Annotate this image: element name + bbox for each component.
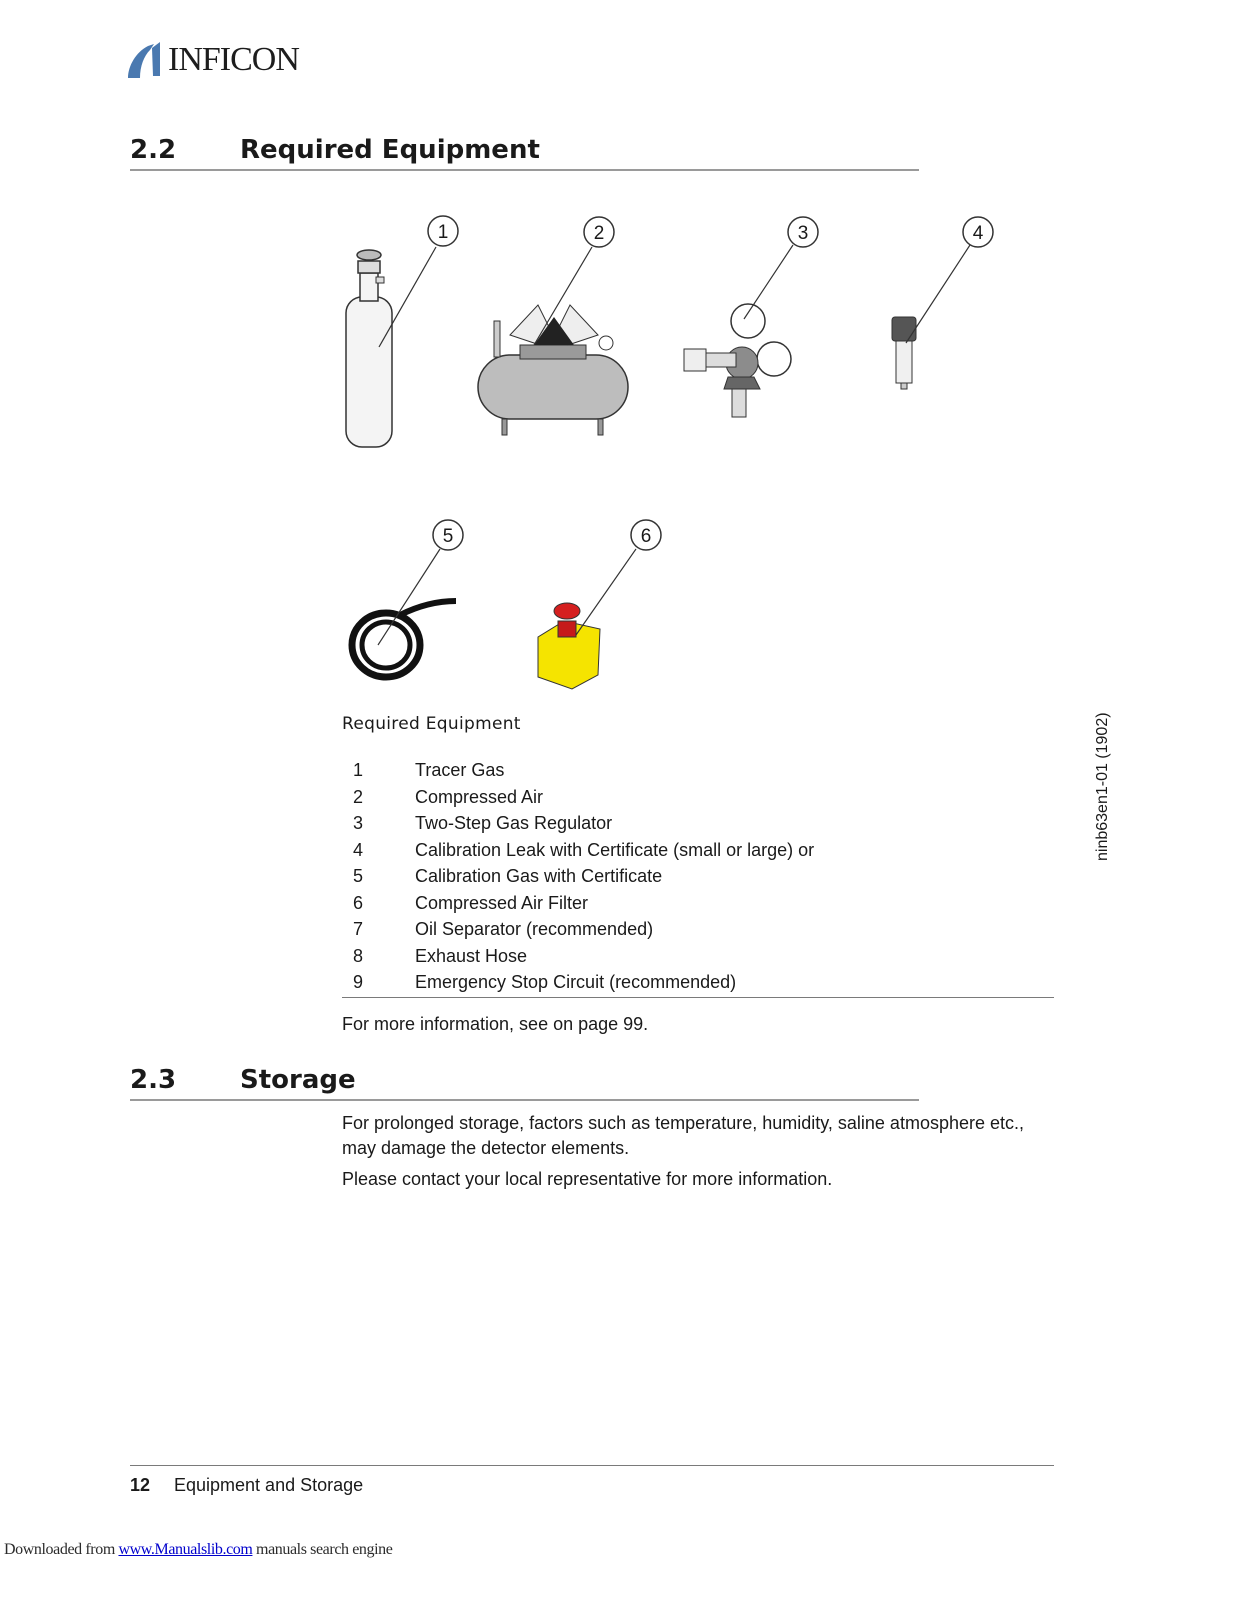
download-prefix: Downloaded from xyxy=(4,1541,119,1558)
legend-row xyxy=(342,916,1054,943)
legend-number: 5 xyxy=(353,866,364,886)
legend-number: 8 xyxy=(353,945,364,966)
document-code-text: ninb63en1-01 (1902) xyxy=(1094,712,1111,861)
storage-paragraph: For prolonged storage, factors such as temperature, humidity, saline atmosphere etc., may damage the detector elements. xyxy=(342,1113,1025,1158)
legend-number: 3 xyxy=(353,813,364,833)
callout-number: 1 xyxy=(437,222,449,243)
logo-wordmark: INFICON xyxy=(168,41,299,78)
more-info-text: For more information, see on page 99. xyxy=(342,1014,649,1034)
legend-row xyxy=(342,837,1054,864)
exhaust-hose-illustration xyxy=(352,601,456,677)
legend-bottom-rule xyxy=(342,997,1054,998)
figure-caption: Required Equipment xyxy=(342,714,521,734)
legend-number: 1 xyxy=(353,760,364,780)
legend-row xyxy=(342,969,1054,996)
manualslib-link[interactable]: www.Manualslib.com xyxy=(118,1541,253,1558)
legend-label: Emergency Stop Circuit (recommended) xyxy=(415,972,737,992)
download-notice xyxy=(4,1541,392,1559)
section-title: Storage xyxy=(240,1065,356,1095)
legend-row xyxy=(342,757,1054,784)
legend-number: 7 xyxy=(353,919,364,939)
callout-number: 4 xyxy=(972,223,984,244)
legend-number: 6 xyxy=(353,892,364,913)
footer-rule xyxy=(130,1465,1054,1466)
section-rule xyxy=(130,169,919,171)
legend-label: Calibration Leak with Certificate (small or large) or xyxy=(415,839,815,860)
section-number: 2.3 xyxy=(130,1065,177,1095)
gas-regulator-illustration xyxy=(684,304,791,417)
legend-row xyxy=(342,810,1054,837)
legend-number: 9 xyxy=(353,972,364,992)
legend-row xyxy=(342,943,1054,970)
legend-label: Exhaust Hose xyxy=(415,945,528,966)
gas-cylinder-illustration xyxy=(346,250,392,447)
equipment-legend-table xyxy=(342,757,1054,996)
download-suffix: manuals search engine xyxy=(252,1541,393,1558)
legend-row xyxy=(342,890,1054,917)
legend-row xyxy=(342,784,1054,811)
callout-number: 5 xyxy=(442,526,454,547)
legend-label: Calibration Gas with Certificate xyxy=(415,866,663,886)
callout-number: 2 xyxy=(593,223,605,244)
section-number: 2.2 xyxy=(130,135,177,165)
section-rule xyxy=(130,1099,919,1101)
footer-chapter: Equipment and Storage xyxy=(174,1475,364,1495)
required-equipment-figure xyxy=(330,205,1050,705)
document-code xyxy=(1092,706,1116,866)
emergency-stop-illustration xyxy=(538,603,600,689)
legend-label: Oil Separator (recommended) xyxy=(415,919,654,939)
legend-number: 4 xyxy=(353,839,364,860)
legend-label: Tracer Gas xyxy=(415,760,505,780)
legend-row xyxy=(342,863,1054,890)
calibration-leak-illustration xyxy=(892,317,916,389)
legend-label: Compressed Air Filter xyxy=(415,892,589,913)
callout-number: 3 xyxy=(797,223,809,244)
callout-number: 6 xyxy=(640,526,652,547)
legend-label: Compressed Air xyxy=(415,786,544,807)
section-title: Required Equipment xyxy=(240,135,540,165)
page-number: 12 xyxy=(130,1475,151,1495)
legend-number: 2 xyxy=(353,786,364,807)
legend-label: Two-Step Gas Regulator xyxy=(415,813,613,833)
storage-contact-paragraph: Please contact your local representative for more information. xyxy=(342,1169,833,1189)
compressor-illustration xyxy=(478,305,628,435)
